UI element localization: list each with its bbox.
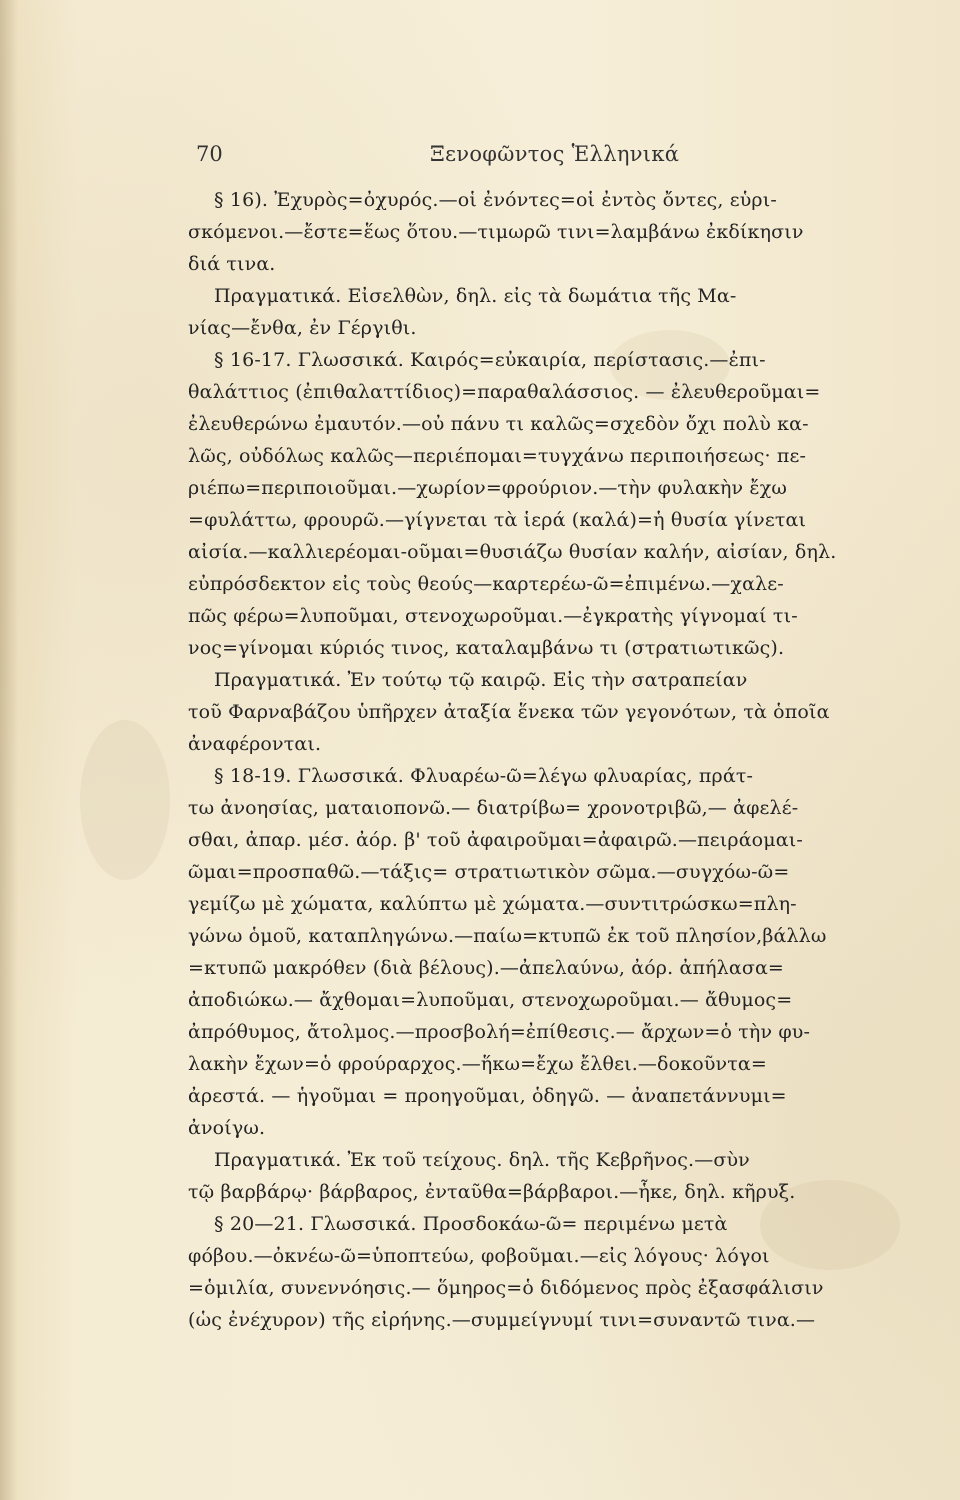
text-line: ἐλευθερώνω ἐμαυτόν.—οὐ πάνυ τι καλῶς=σχεδὸν ὄχι πολὺ κα- xyxy=(188,413,809,435)
text-line: § 20—21. Γλωσσικά. Προσδοκάω-ῶ= περιμένω μετὰ xyxy=(214,1213,728,1235)
text-line: νίας—ἔνθα, ἐν Γέργιθι. xyxy=(188,317,417,339)
text-line: εὐπρόσδεκτον εἰς τοὺς θεούς—καρτερέω-ῶ=ἐπιμένω.—χαλε- xyxy=(188,573,784,595)
text-line: λῶς, οὐδόλως καλῶς—περιέπομαι=τυγχάνω περιποιήσεως· πε- xyxy=(188,445,807,467)
text-line: γεμίζω μὲ χώματα, καλύπτω μὲ χώματα.—συντιτρώσκω=πλη- xyxy=(188,893,797,915)
paper-stain xyxy=(80,720,170,880)
text-line: ἀποδιώκω.— ἄχθομαι=λυποῦμαι, στενοχωροῦμαι.— ἄθυμος= xyxy=(188,989,793,1011)
text-line: πῶς φέρω=λυποῦμαι, στενοχωροῦμαι.—ἐγκρατὴς γίγνομαί τι- xyxy=(188,605,798,627)
text-line: τοῦ Φαρναβάζου ὑπῆρχεν ἀταξία ἕνεκα τῶν γεγονότων, τὰ ὁποῖα xyxy=(188,701,830,723)
text-line: αἰσία.—καλλιερέομαι-οῦμαι=θυσιάζω θυσίαν καλήν, αἰσίαν, δηλ. xyxy=(188,541,837,563)
text-line: διά τινα. xyxy=(188,253,276,275)
text-line: § 16). Ἐχυρὸς=ὀχυρός.—οἱ ἐνόντες=οἱ ἐντὸς ὄντες, εὑρι- xyxy=(214,189,777,211)
page-gutter-shadow xyxy=(0,0,18,1500)
text-line: ἀρεστά. — ἡγοῦμαι = προηγοῦμαι, ὁδηγῶ. — ἀναπετάννυμι= xyxy=(188,1085,787,1107)
text-line: § 18-19. Γλωσσικά. Φλυαρέω-ῶ=λέγω φλυαρίας, πράτ- xyxy=(214,765,754,787)
text-line: ἀπρόθυμος, ἄτολμος.—προσβολή=ἐπίθεσις.— ἄρχων=ὁ τὴν φυ- xyxy=(188,1021,811,1043)
body-text xyxy=(188,184,908,1336)
text-line: θαλάττιος (ἐπιθαλαττίδιος)=παραθαλάσσιος. — ἐλευθεροῦμαι= xyxy=(188,381,821,403)
text-line: Πραγματικά. Ἐν τούτῳ τῷ καιρῷ. Εἰς τὴν σατραπείαν xyxy=(214,669,748,691)
text-line: (ὡς ἐνέχυρον) τῆς εἰρήνης.—συμμείγνυμί τινι=συναντῶ τινα.— xyxy=(188,1309,816,1331)
text-line: λακὴν ἔχων=ὁ φρούραρχος.—ἥκω=ἔχω ἔλθει.—δοκοῦντα= xyxy=(188,1053,767,1075)
text-line: γώνω ὁμοῦ, καταπληγώνω.—παίω=κτυπῶ ἐκ τοῦ πλησίον,βάλλω xyxy=(188,925,827,947)
text-line: ῶμαι=προσπαθῶ.—τάξις= στρατιωτικὸν σῶμα.—συγχόω-ῶ= xyxy=(188,861,790,883)
text-line: =ὁμιλία, συνεννόησις.— ὅμηρος=ὁ διδόμενος πρὸς ἐξασφάλισιν xyxy=(188,1277,824,1299)
text-line: φόβου.—ὀκνέω-ῶ=ὑποπτεύω, φοβοῦμαι.—εἰς λόγους· λόγοι xyxy=(188,1245,770,1267)
text-line: =φυλάττω, φρουρῶ.—γίγνεται τὰ ἱερά (καλά)=ἡ θυσία γίνεται xyxy=(188,509,807,531)
text-line: τω ἀνοησίας, ματαιοπονῶ.— διατρίβω= χρονοτριβῶ,— ἀφελέ- xyxy=(188,797,799,819)
text-line: τῷ βαρβάρῳ· βάρβαρος, ἐνταῦθα=βάρβαροι.—ἧκε, δηλ. κῆρυξ. xyxy=(188,1181,796,1203)
text-line: σθαι, ἀπαρ. μέσ. ἀόρ. β' τοῦ ἀφαιροῦμαι=ἀφαιρῶ.—πειράομαι- xyxy=(188,829,803,851)
page-header xyxy=(196,142,716,176)
text-line: Πραγματικά. Εἰσελθὼν, δηλ. εἰς τὰ δωμάτια τῆς Μα- xyxy=(214,285,737,307)
page-number: 70 xyxy=(196,142,223,166)
text-line: ἀνοίγω. xyxy=(188,1117,266,1139)
text-line: ριέπω=περιποιοῦμαι.—χωρίον=φρούριον.—τὴν φυλακὴν ἔχω xyxy=(188,477,788,499)
text-line: § 16-17. Γλωσσικά. Καιρός=εὐκαιρία, περίστασις.—ἐπι- xyxy=(214,349,766,371)
text-line: Πραγματικά. Ἐκ τοῦ τείχους. δηλ. τῆς Κεβρῆνος.—σὺν xyxy=(214,1149,750,1171)
text-line: σκόμενοι.—ἔστε=ἕως ὅτου.—τιμωρῶ τινι=λαμβάνω ἐκδίκησιν xyxy=(188,221,804,243)
text-line: ἀναφέρονται. xyxy=(188,733,322,755)
running-title: Ξενοφῶντος Ἑλληνικά xyxy=(430,142,680,166)
text-line: νος=γίνομαι κύριός τινος, καταλαμβάνω τι (στρατιωτικῶς). xyxy=(188,637,785,659)
text-line: =κτυπῶ μακρόθεν (διὰ βέλους).—ἀπελαύνω, ἀόρ. ἀπήλασα= xyxy=(188,957,785,979)
